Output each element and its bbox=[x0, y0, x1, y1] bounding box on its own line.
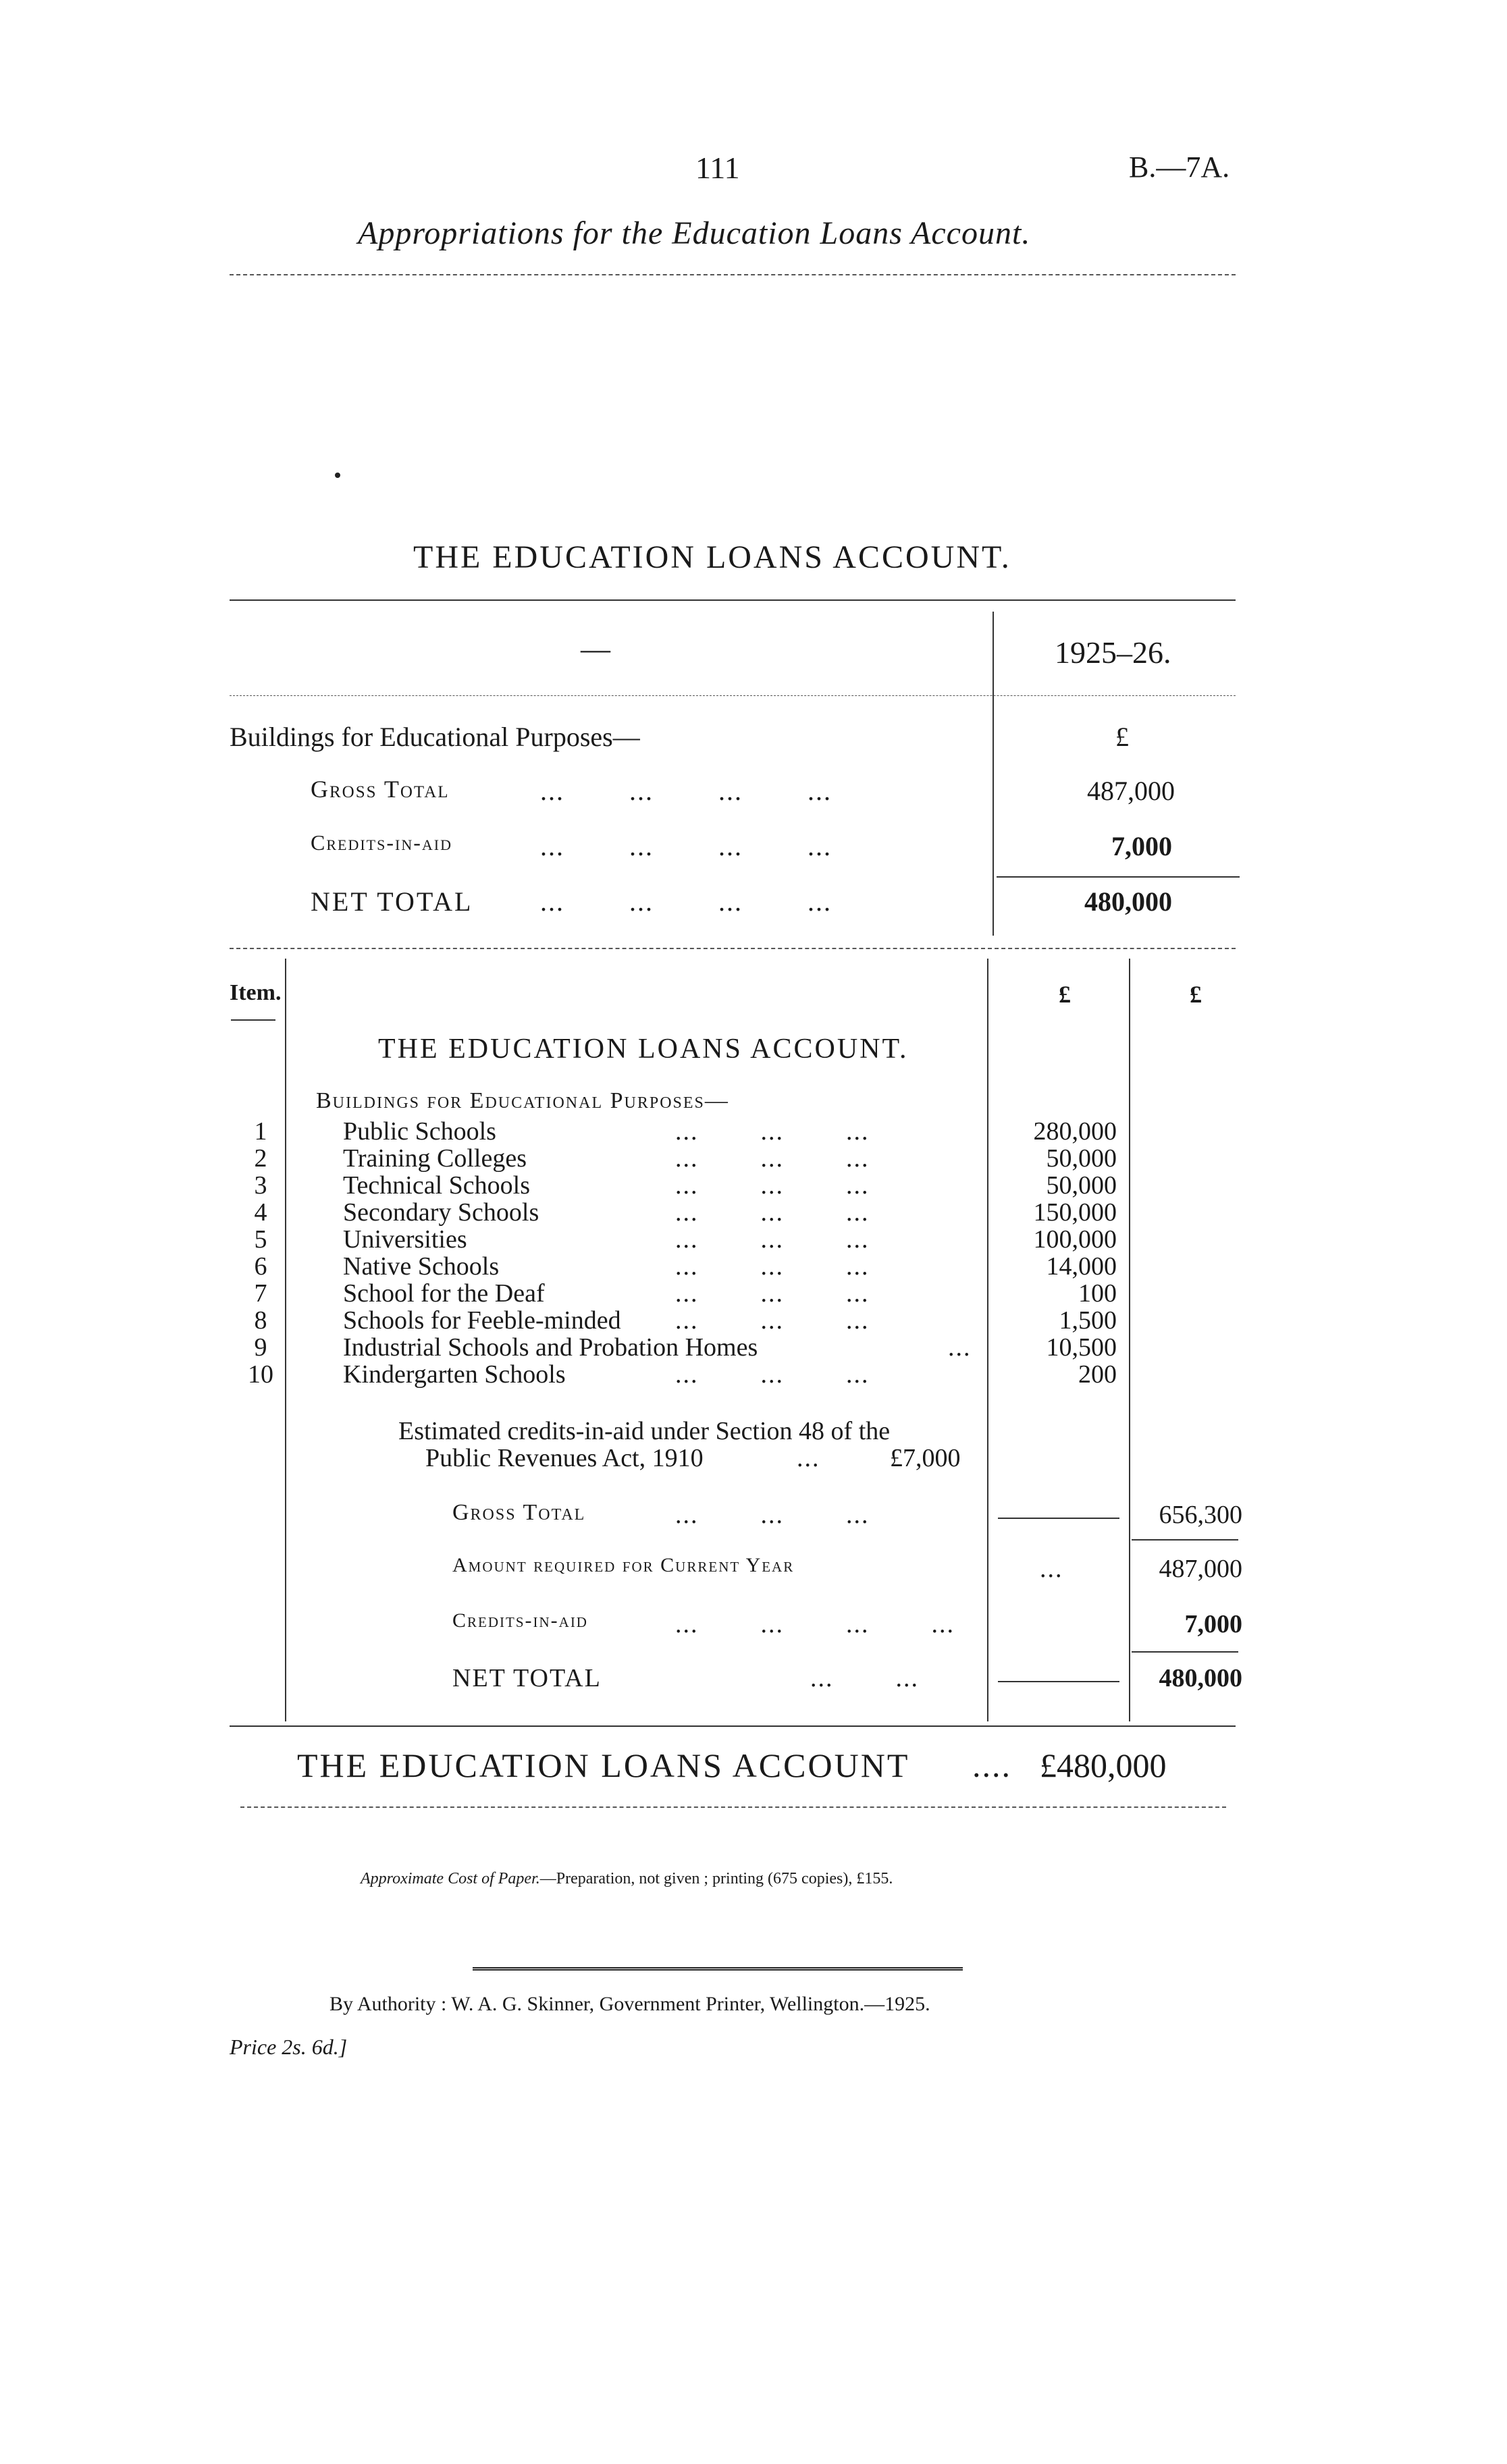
price: Price 2s. 6d.] bbox=[230, 2035, 348, 2059]
page-subtitle: Appropriations for the Education Loans Account. bbox=[358, 215, 1031, 251]
leader-dots: ... ... ... ... bbox=[540, 776, 832, 806]
item-label: Industrial Schools and Probation Homes bbox=[343, 1333, 758, 1362]
page-number: 111 bbox=[695, 151, 740, 185]
total-row-label: Credits-in-aid bbox=[452, 1609, 588, 1632]
detail-bottom-rule bbox=[230, 1725, 1236, 1727]
item-number: 6 bbox=[254, 1252, 267, 1281]
blank-amount-rule bbox=[998, 1681, 1119, 1682]
amount-currency-2: £ bbox=[1190, 981, 1202, 1008]
leader-dots: ... ... ... bbox=[675, 1279, 870, 1308]
net-sum-rule bbox=[1132, 1651, 1238, 1653]
summary-head-left: — bbox=[581, 633, 610, 666]
amount-column-divider-1 bbox=[987, 959, 988, 1721]
item-number: 9 bbox=[254, 1333, 267, 1362]
leader-dots: ... ... ... bbox=[675, 1252, 870, 1281]
leader-dots: .... bbox=[972, 1746, 1011, 1784]
summary-row-value: 7,000 bbox=[1111, 831, 1172, 861]
item-number: 8 bbox=[254, 1306, 267, 1335]
leader-dots: ... bbox=[948, 1333, 972, 1362]
detail-title: THE EDUCATION LOANS ACCOUNT. bbox=[378, 1034, 909, 1065]
item-column-divider bbox=[285, 959, 286, 1721]
detail-group-label: Buildings for Educational Purposes— bbox=[316, 1088, 729, 1113]
leader-dots: ... ... ... bbox=[675, 1171, 870, 1200]
item-amount: 200 bbox=[1078, 1360, 1117, 1389]
total-row-value: 480,000 bbox=[1159, 1664, 1242, 1692]
item-label: Secondary Schools bbox=[343, 1198, 539, 1227]
summary-title: THE EDUCATION LOANS ACCOUNT. bbox=[413, 539, 1011, 575]
leader-dots: ... bbox=[1040, 1555, 1063, 1583]
leader-dots: ... ... ... bbox=[675, 1144, 870, 1173]
item-amount: 50,000 bbox=[1046, 1144, 1117, 1173]
credits-note-value: £7,000 bbox=[890, 1444, 961, 1472]
item-label: School for the Deaf bbox=[343, 1279, 545, 1308]
grand-total-label: THE EDUCATION LOANS ACCOUNT bbox=[297, 1746, 910, 1784]
leader-dots: ... ... ... ... bbox=[540, 831, 832, 861]
item-amount: 280,000 bbox=[1033, 1117, 1117, 1146]
item-number: 4 bbox=[254, 1198, 267, 1227]
item-amount: 50,000 bbox=[1046, 1171, 1117, 1200]
dot-mark bbox=[335, 473, 340, 478]
summary-row-label: Credits-in-aid bbox=[311, 830, 452, 855]
item-label: Public Schools bbox=[343, 1117, 496, 1146]
item-number: 10 bbox=[248, 1360, 273, 1389]
item-number: 3 bbox=[254, 1171, 267, 1200]
item-number: 5 bbox=[254, 1225, 267, 1254]
summary-sum-rule bbox=[997, 876, 1240, 878]
summary-top-rule bbox=[230, 599, 1236, 601]
leader-dots: ... ... ... bbox=[675, 1360, 870, 1389]
item-number: 7 bbox=[254, 1279, 267, 1308]
leader-dots: ... ... ... ... bbox=[675, 1610, 955, 1638]
blank-amount-rule bbox=[998, 1518, 1119, 1519]
total-row-label: NET TOTAL bbox=[452, 1664, 602, 1692]
summary-currency: £ bbox=[1115, 722, 1129, 752]
summary-head-rule bbox=[230, 695, 1236, 696]
total-row-value: 7,000 bbox=[1184, 1610, 1242, 1638]
leader-dots: ... ... ... bbox=[675, 1501, 870, 1529]
paper-cost-label: Approximate Cost of Paper. bbox=[361, 1870, 540, 1887]
item-label: Schools for Feeble-minded bbox=[343, 1306, 621, 1335]
item-amount: 14,000 bbox=[1046, 1252, 1117, 1281]
summary-row-label: NET TOTAL bbox=[311, 886, 473, 917]
document-reference: B.—7A. bbox=[1129, 151, 1230, 184]
item-number: 2 bbox=[254, 1144, 267, 1173]
total-sum-rule bbox=[1132, 1539, 1238, 1541]
credits-note-line-2: Public Revenues Act, 1910 bbox=[425, 1444, 704, 1472]
leader-dots: ... ... ... bbox=[675, 1117, 870, 1146]
item-number: 1 bbox=[254, 1117, 267, 1146]
leader-dots: ... ... ... bbox=[675, 1198, 870, 1227]
summary-row-label: Gross Total bbox=[311, 776, 450, 803]
leader-dots: ... ... ... bbox=[675, 1306, 870, 1335]
leader-dots: ... ... bbox=[810, 1664, 919, 1692]
item-label: Universities bbox=[343, 1225, 467, 1254]
grand-total-value: £480,000 bbox=[1040, 1746, 1167, 1784]
total-row-value: 487,000 bbox=[1159, 1555, 1242, 1583]
paper-cost-note bbox=[361, 1870, 893, 1888]
total-row-value: 656,300 bbox=[1159, 1501, 1242, 1529]
item-amount: 100,000 bbox=[1033, 1225, 1117, 1254]
footer-double-rule bbox=[473, 1967, 963, 1971]
item-label: Native Schools bbox=[343, 1252, 500, 1281]
amount-currency-1: £ bbox=[1059, 981, 1071, 1008]
leader-dots: ... ... ... ... bbox=[540, 886, 832, 917]
item-label: Kindergarten Schools bbox=[343, 1360, 566, 1389]
item-amount: 100 bbox=[1078, 1279, 1117, 1308]
item-amount: 1,500 bbox=[1059, 1306, 1117, 1335]
item-header-rule bbox=[231, 1019, 275, 1021]
item-column-header: Item. bbox=[230, 980, 282, 1005]
total-row-label: Gross Total bbox=[452, 1500, 586, 1525]
summary-column-divider bbox=[993, 612, 994, 936]
amount-column-divider-2 bbox=[1129, 959, 1130, 1721]
credits-note-line-1: Estimated credits-in-aid under Section 48 of the bbox=[398, 1417, 891, 1445]
summary-row-value: 480,000 bbox=[1084, 886, 1172, 917]
summary-row-value: 487,000 bbox=[1087, 776, 1175, 806]
leader-dots: ... ... ... bbox=[675, 1225, 870, 1254]
item-label: Technical Schools bbox=[343, 1171, 530, 1200]
paper-cost-text: —Preparation, not given ; printing (675 copies), £155. bbox=[539, 1870, 893, 1887]
item-amount: 150,000 bbox=[1033, 1198, 1117, 1227]
item-amount: 10,500 bbox=[1046, 1333, 1117, 1362]
header-divider bbox=[230, 274, 1236, 275]
printer-authority: By Authority : W. A. G. Skinner, Government Printer, Wellington.—1925. bbox=[329, 1993, 930, 2015]
leader-dots: ... bbox=[797, 1444, 820, 1472]
summary-group-label: Buildings for Educational Purposes— bbox=[230, 722, 640, 752]
item-label: Training Colleges bbox=[343, 1144, 527, 1173]
total-row-label: Amount required for Current Year bbox=[452, 1554, 795, 1576]
summary-bottom-rule bbox=[230, 948, 1236, 949]
grand-total-rule bbox=[240, 1806, 1226, 1808]
summary-head-year: 1925–26. bbox=[1055, 635, 1171, 670]
